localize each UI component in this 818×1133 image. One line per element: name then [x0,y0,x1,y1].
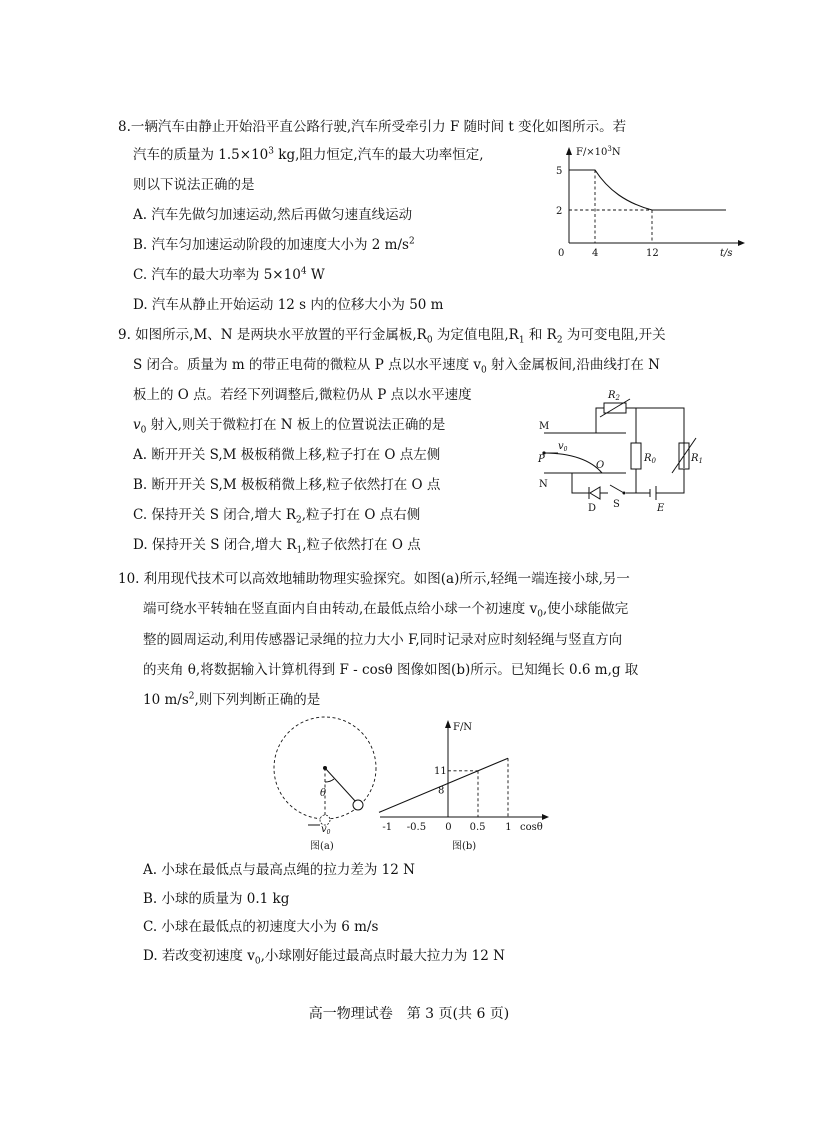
label-v0-v: v [321,824,327,835]
q8-ytick-5: 5 [556,166,563,177]
q9-l1-d: 为可变电阻,开关 [562,327,666,343]
q9-option-d-a: D. 保持开关 S 闭合,增大 R [133,537,297,553]
q10-stem-line1: 10. 利用现代技术可以高效地辅助物理实验探究。如图(a)所示,轻绳一端连接小球,另一 [118,571,630,587]
label-r1 [690,453,703,465]
q8-option-c-unit: W [306,267,325,283]
q9-l2-a: S 闭合。质量为 m 的带正电荷的微粒从 P 点以水平速度 v [133,357,482,373]
label-o: O [596,460,605,471]
q9-l4-v: v [133,417,141,433]
q10-l5-b: ,则下列判断正确的是 [194,692,321,708]
label-n: N [539,479,548,490]
fb-y-label: F/N [453,722,473,733]
q9-stem-line1 [118,326,666,344]
q10-option-d-a: D. 若改变初速度 v [143,948,255,964]
q9-option-a: A. 断开开关 S,M 极板稍微上移,粒子打在 O 点左侧 [133,447,441,463]
q8-xtick-12: 12 [646,248,659,259]
q9-option-b: B. 断开开关 S,M 极板稍微上移,粒子依然打在 O 点 [133,477,441,493]
q10-option-d [143,947,505,965]
q10-figure-b [372,716,552,856]
q10-stem-line2 [143,600,628,618]
q9-l4-sub: 0 [140,425,147,436]
q9-option-d [133,536,421,554]
q8-x-arrow [738,240,745,246]
particle-trajectory [544,453,605,473]
theta-arc [325,779,334,782]
q8-y-label-b: N [611,147,621,158]
q8-stem-line2-a: 汽车的质量为 1.5×10 [133,147,269,163]
label-r0-sub: 0 [651,457,656,465]
q9-l4-text: 射入,则关于微粒打在 N 板上的位置说法正确的是 [146,417,446,433]
q9-stem-line3: 板上的 O 点。若经下列调整后,微粒仍从 P 点以水平速度 [133,387,472,403]
q8-option-c [133,266,325,284]
q10-option-d-sub: 0 [254,956,261,967]
q10-l2-a: 端可绕水平转轴在竖直面内自由转动,在最低点给小球一个初速度 v [143,601,538,617]
q8-ytick-2: 2 [556,206,563,217]
q9-option-c-a: C. 保持开关 S 闭合,增大 R [133,507,297,523]
q8-option-c-exp: 4 [300,266,307,277]
rope [325,768,356,802]
q9-option-c-b: ,粒子打在 O 点右侧 [301,507,421,523]
fb-y-arrow [445,720,451,728]
fb-xtick-neg1: -1 [382,822,393,833]
label-e: E [657,503,665,514]
q8-force-time-graph [548,145,748,259]
q8-option-d: D. 汽车从静止开始运动 12 s 内的位移大小为 50 m [133,297,444,313]
q8-y-label [576,145,621,158]
q10-option-d-b: ,小球刚好能过最高点时最大拉力为 12 N [260,948,505,964]
label-d: D [588,503,597,514]
fb-xtick-neg0-5: -0.5 [406,822,427,833]
q8-stem-line1: 8.一辆汽车由静止开始沿平直公路行驶,汽车所受牵引力 F 随时间 t 变化如图所示。若 [118,119,627,135]
q9-stem-line4 [133,416,445,434]
q10-stem-line3: 整的圆周运动,利用传感器记录绳的拉力大小 F,同时记录对应时刻轻绳与竖直方向 [143,632,623,648]
wire-diode-n [572,473,589,493]
q8-option-a: A. 汽车先做匀加速运动,然后再做匀速直线运动 [133,207,413,223]
page-footer: 高一物理试卷 第 3 页(共 6 页) [308,1006,510,1022]
resistor-r0 [631,443,641,469]
q8-stem-line2 [133,146,484,164]
label-r0-r: R [644,453,652,464]
q10-figure-a [272,716,382,856]
label-p: P [538,454,545,465]
q10-option-a: A. 小球在最低点与最高点绳的拉力差为 12 N [143,862,415,878]
q9-l1-sub2: 2 [556,335,563,346]
label-theta: θ [320,788,327,799]
label-v0-sub: 0 [326,829,331,836]
q9-l1-sub1: 1 [518,335,525,346]
switch-contact [623,492,626,495]
fb-xtick-0: 0 [445,822,452,833]
q9-option-d-sub: 1 [296,545,303,556]
q9-l2-b: 射入金属板间,沿曲线打在 N [486,357,660,373]
label-r2-sub: 2 [615,394,620,402]
q8-y-arrow [566,147,572,155]
q9-l1-c: 和 R [524,327,557,343]
q10-option-b: B. 小球的质量为 0.1 kg [143,891,290,907]
q8-y-label-exp: 3 [607,145,612,153]
q10-l2-b: ,使小球能做完 [542,601,629,617]
fb-ytick-11: 11 [434,765,447,777]
label-r2-r: R [608,390,616,401]
q10-l2-sub: 0 [537,609,543,620]
q9-circuit-diagram [536,388,736,518]
q9-l1-a: 9. 如图所示,M、N 是两块水平放置的平行金属板,R [118,327,427,343]
caption-a: 图(a) [310,841,334,852]
q8-stem-line3: 则以下说法正确的是 [133,177,255,193]
fb-x-arrow [542,814,549,820]
q10-stem-line4: 的夹角 θ,将数据输入计算机得到 F - cosθ 图像如图(b)所示。已知绳长 0.6 m,g 取 [143,662,639,678]
q9-l2-sub: 0 [481,365,487,376]
label-r2 [607,390,621,402]
q8-stem-line2-exp: 3 [268,146,274,157]
label-v0-v: v [558,441,564,452]
q10-stem-line5 [143,691,320,709]
q8-stem-line2-b: kg,阻力恒定,汽车的最大功率恒定, [274,147,484,163]
label-r1-r: R [691,453,699,464]
q9-l1-b: 为定值电阻,R [432,327,519,343]
q9-stem-line2 [133,356,660,374]
switch-s [610,485,624,493]
fb-xtick-1: 1 [505,822,512,833]
label-s: S [613,499,620,510]
q10-l5-exp: 2 [188,691,195,702]
q8-xtick-0: 0 [558,248,565,259]
fb-ytick-8: 8 [438,785,445,797]
wire-m-r2 [596,408,604,433]
q8-xtick-4: 4 [592,248,599,259]
label-v0 [321,824,331,836]
q8-y-label-a: F/×10 [576,147,608,158]
q8-option-b [133,236,415,254]
label-m: M [539,421,550,432]
fb-x-label: cosθ [520,822,543,833]
fb-xtick-0-5: 0.5 [469,822,486,833]
q10-l5-a: 10 m/s [143,692,189,708]
q9-option-d-b: ,粒子依然打在 O 点 [302,537,421,553]
q8-option-b-exp: 2 [408,236,415,247]
q9-option-c [133,506,420,524]
wire-right-bottom [656,469,684,493]
label-r0 [643,453,657,465]
caption-b: 图(b) [452,841,477,852]
q8-x-label: t/s [720,248,733,259]
diode-d [590,487,600,499]
q8-option-c-text: C. 汽车的最大功率为 5×10 [133,267,301,283]
q9-l1-sub0: 0 [426,335,433,346]
q9-option-c-sub: 2 [296,515,302,526]
ball [353,800,363,810]
label-v0-sub: 0 [563,446,568,453]
q8-option-b-text: B. 汽车匀加速运动阶段的加速度大小为 2 m/s [133,237,409,253]
label-v0 [558,441,568,453]
q10-option-c: C. 小球在最低点的初速度大小为 6 m/s [143,919,379,935]
label-r1-sub: 1 [698,457,703,465]
q8-force-curve [569,170,726,210]
